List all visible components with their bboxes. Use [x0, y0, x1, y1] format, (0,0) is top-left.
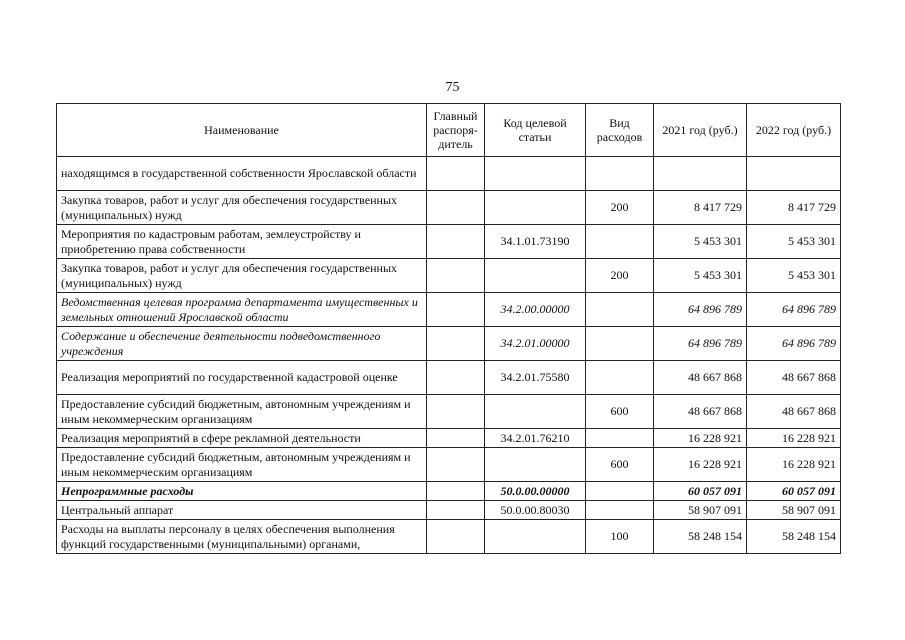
row-amount-2021: 58 907 091: [654, 501, 747, 520]
row-amount-2021: 48 667 868: [654, 361, 747, 395]
row-amount-2021: 60 057 091: [654, 482, 747, 501]
row-main-manager: [427, 361, 485, 395]
row-amount-2022: 58 907 091: [747, 501, 841, 520]
row-target-code: [485, 395, 586, 429]
row-main-manager: [427, 448, 485, 482]
table-row: [57, 259, 841, 293]
header-year-2021: 2021 год (руб.): [654, 104, 747, 157]
row-amount-2022: 64 896 789: [747, 327, 841, 361]
row-amount-2022: 5 453 301: [747, 225, 841, 259]
header-target-code: Код целевой статьи: [485, 104, 586, 157]
row-target-code: 34.2.01.76210: [485, 429, 586, 448]
row-main-manager: [427, 191, 485, 225]
row-main-manager: [427, 157, 485, 191]
row-name: Предоставление субсидий бюджетным, автономным учреждениям и иным некоммерческим организациям: [57, 448, 427, 482]
row-target-code: [485, 157, 586, 191]
row-target-code: [485, 191, 586, 225]
row-name: Мероприятия по кадастровым работам, землеустройству и приобретению права собственности: [57, 225, 427, 259]
table-row: [57, 293, 841, 327]
header-name: Наименование: [57, 104, 427, 157]
row-amount-2021: 16 228 921: [654, 448, 747, 482]
table-row: [57, 448, 841, 482]
table-header-row: [57, 104, 841, 157]
header-year-2022: 2022 год (руб.): [747, 104, 841, 157]
row-main-manager: [427, 482, 485, 501]
row-expense-type: [586, 225, 654, 259]
row-amount-2021: [654, 157, 747, 191]
row-target-code: 34.2.01.00000: [485, 327, 586, 361]
row-amount-2021: 8 417 729: [654, 191, 747, 225]
row-expense-type: [586, 157, 654, 191]
row-expense-type: [586, 361, 654, 395]
row-target-code: 50.0.00.80030: [485, 501, 586, 520]
row-main-manager: [427, 293, 485, 327]
row-name: Центральный аппарат: [57, 501, 427, 520]
row-name: Ведомственная целевая программа департамента имущественных и земельных отношений Ярославской области: [57, 293, 427, 327]
row-target-code: 34.1.01.73190: [485, 225, 586, 259]
page-number: 75: [445, 80, 460, 95]
row-amount-2022: 64 896 789: [747, 293, 841, 327]
row-expense-type: [586, 293, 654, 327]
row-amount-2022: 58 248 154: [747, 520, 841, 554]
row-name: находящимся в государственной собственности Ярославской области: [57, 157, 427, 191]
row-amount-2022: 16 228 921: [747, 429, 841, 448]
row-amount-2022: 48 667 868: [747, 395, 841, 429]
row-expense-type: [586, 327, 654, 361]
row-expense-type: 600: [586, 448, 654, 482]
row-amount-2021: 5 453 301: [654, 259, 747, 293]
row-main-manager: [427, 520, 485, 554]
row-name: Закупка товаров, работ и услуг для обеспечения государственных (муниципальных) нужд: [57, 191, 427, 225]
table-row: [57, 225, 841, 259]
row-amount-2021: 64 896 789: [654, 293, 747, 327]
row-main-manager: [427, 429, 485, 448]
row-amount-2021: 5 453 301: [654, 225, 747, 259]
row-target-code: [485, 259, 586, 293]
table-row: [57, 361, 841, 395]
row-main-manager: [427, 225, 485, 259]
row-main-manager: [427, 395, 485, 429]
row-name: Содержание и обеспечение деятельности подведомственного учреждения: [57, 327, 427, 361]
header-expense-type: Вид расходов: [586, 104, 654, 157]
row-amount-2021: 58 248 154: [654, 520, 747, 554]
row-main-manager: [427, 259, 485, 293]
row-expense-type: 600: [586, 395, 654, 429]
row-amount-2022: [747, 157, 841, 191]
row-amount-2021: 16 228 921: [654, 429, 747, 448]
row-target-code: 34.2.01.75580: [485, 361, 586, 395]
row-name: Закупка товаров, работ и услуг для обеспечения государственных (муниципальных) нужд: [57, 259, 427, 293]
row-expense-type: [586, 429, 654, 448]
header-main-manager: Главный распоря-дитель: [427, 104, 485, 157]
row-amount-2022: 16 228 921: [747, 448, 841, 482]
row-expense-type: 100: [586, 520, 654, 554]
row-amount-2022: 60 057 091: [747, 482, 841, 501]
row-expense-type: [586, 482, 654, 501]
row-name: Реализация мероприятий в сфере рекламной деятельности: [57, 429, 427, 448]
row-amount-2022: 5 453 301: [747, 259, 841, 293]
row-expense-type: 200: [586, 259, 654, 293]
table-row: [57, 501, 841, 520]
table-row: [57, 395, 841, 429]
table-row: [57, 157, 841, 191]
row-amount-2021: 64 896 789: [654, 327, 747, 361]
table-row: [57, 191, 841, 225]
table-row: [57, 429, 841, 448]
row-name: Предоставление субсидий бюджетным, автономным учреждениям и иным некоммерческим организациям: [57, 395, 427, 429]
row-expense-type: 200: [586, 191, 654, 225]
row-amount-2022: 48 667 868: [747, 361, 841, 395]
row-amount-2022: 8 417 729: [747, 191, 841, 225]
row-name: Реализация мероприятий по государственной кадастровой оценке: [57, 361, 427, 395]
row-main-manager: [427, 327, 485, 361]
row-target-code: [485, 448, 586, 482]
row-amount-2021: 48 667 868: [654, 395, 747, 429]
table-row: [57, 482, 841, 501]
table-row: [57, 520, 841, 554]
row-main-manager: [427, 501, 485, 520]
row-expense-type: [586, 501, 654, 520]
table-row: [57, 327, 841, 361]
budget-table: [56, 103, 841, 554]
row-name: Непрограммные расходы: [57, 482, 427, 501]
row-target-code: 50.0.00.00000: [485, 482, 586, 501]
row-target-code: [485, 520, 586, 554]
row-name: Расходы на выплаты персоналу в целях обеспечения выполнения функций государственными (муниципальными) органами,: [57, 520, 427, 554]
row-target-code: 34.2.00.00000: [485, 293, 586, 327]
